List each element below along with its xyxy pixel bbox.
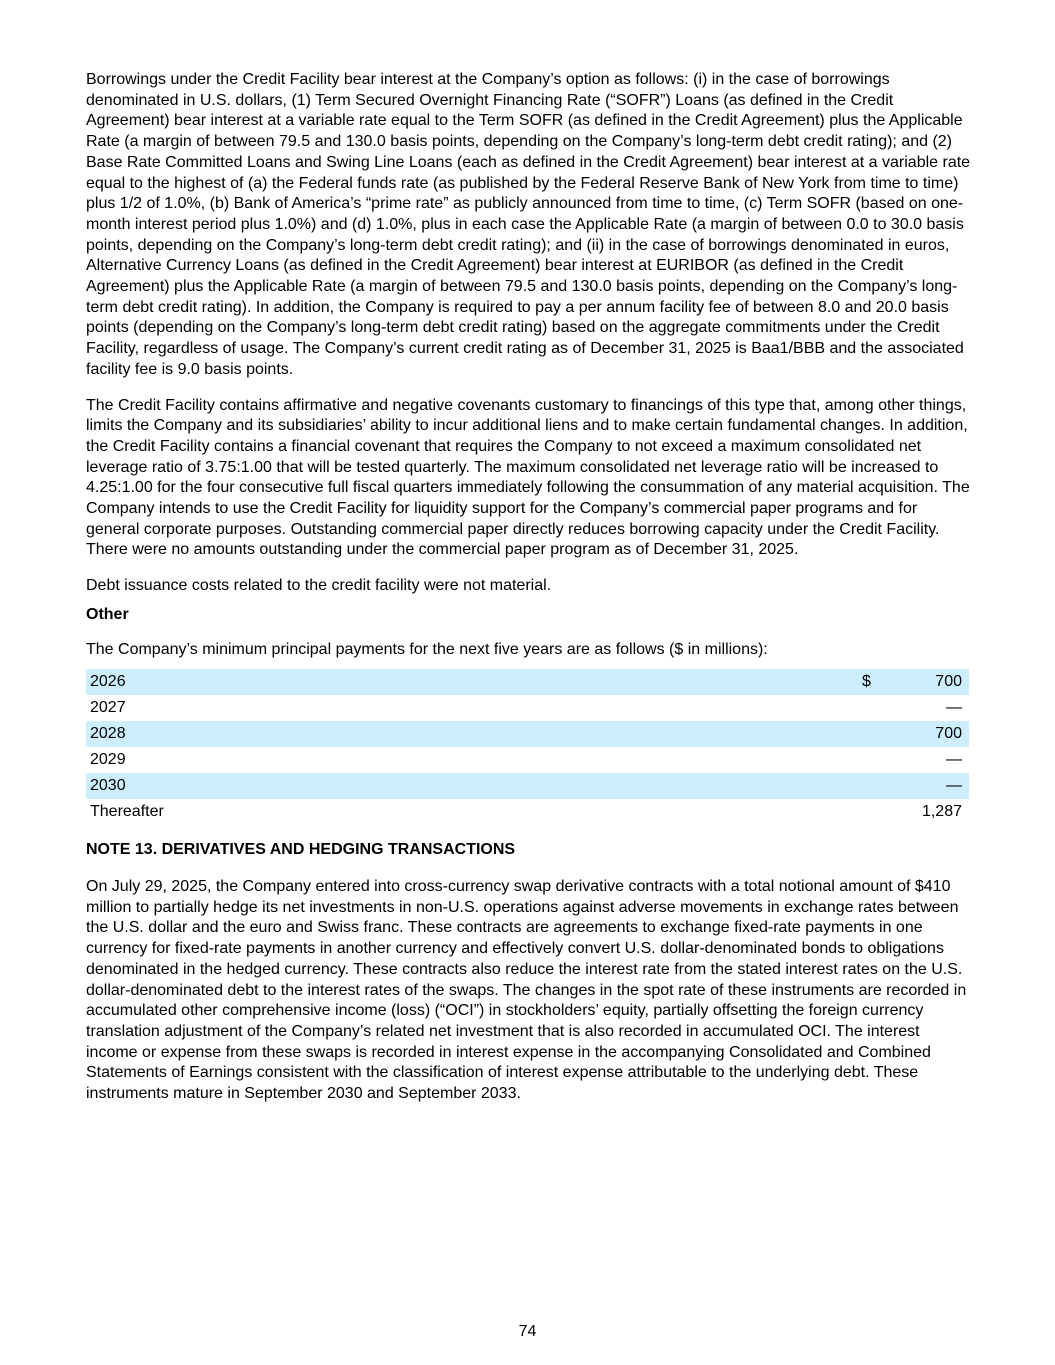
table-row [86, 799, 969, 825]
paragraph-covenants: The Credit Facility contains affirmative and negative covenants customary to financings of this type that, among other things, limits the Company and its subsidiaries’ ability to incur additional liens and to make certain fundamental changes. In addition, the Credit Facility contains a financial covenant that requires the Company to not exceed a maximum consolidated net leverage ratio of 3.75:1.00 that will be tested quarterly. The maximum consolidated net leverage ratio will be increased to 4.25:1.00 for the four consecutive full fiscal quarters immediately following the consummation of any material acquisition. The Company intends to use the Credit Facility for liquidity support for the Company’s commercial paper programs and for general corporate purposes. Outstanding commercial paper directly reduces borrowing capacity under the Credit Facility. There were no amounts outstanding under the commercial paper program as of December 31, 2025. [86, 396, 970, 559]
table-row [86, 747, 969, 773]
table-row [86, 669, 969, 695]
payment-amount: 1,287 [921, 802, 962, 820]
payment-year: 2029 [90, 750, 126, 768]
paragraph-derivatives: On July 29, 2025, the Company entered into cross-currency swap derivative contracts with a total notional amount of $410 million to partially hedge its net investments in non-U.S. operations against adverse movements in exchange rates between the U.S. dollar and the euro and Swiss franc. These contracts are agreements to exchange fixed-rate payments in one currency for fixed-rate payments in another currency and effectively convert U.S. dollar-denominated bonds to obligations denominated in the hedged currency. These contracts also reduce the interest rate from the stated interest rates on the U.S. dollar-denominated debt to the interest rates of the swaps. The changes in the spot rate of these instruments are recorded in accumulated other comprehensive income (loss) (“OCI”) in stockholders’ equity, partially offsetting the foreign currency translation adjustment of the Company’s related net investment that is also recorded in accumulated OCI. The interest income or expense from these swaps is recorded in interest expense in the accompanying Consolidated and Combined Statements of Earnings consistent with the classification of interest expense attributable to the underlying debt. These instruments mature in September 2030 and September 2033. [86, 877, 967, 1103]
payment-year: 2028 [86, 721, 862, 747]
payment-year: 2027 [90, 698, 126, 716]
document-body [86, 70, 972, 1120]
paragraph-payments-intro: The Company’s minimum principal payments for the next five years are as follows ($ in millions): [86, 640, 768, 658]
payment-year: Thereafter [90, 802, 164, 820]
payment-amount: — [892, 773, 969, 799]
paragraph-interest-terms: Borrowings under the Credit Facility bear interest at the Company’s option as follows: (i) in the case of borrowings denominated in U.S. dollars, (1) Term Secured Overnight Financing Rate (“SOFR”) Loans (as defined in the Credit Agreement) bear interest at a variable rate equal to the Term SOFR (as defined in the Credit Agreement) plus the Applicable Rate (a margin of between 79.5 and 130.0 basis points, depending on the Company’s long-term debt credit rating); and (2) Base Rate Committed Loans and Swing Line Loans (each as defined in the Credit Agreement) bear interest at a variable rate equal to the highest of (a) the Federal funds rate (as published by the Federal Reserve Bank of New York from time to time) plus 1/2 of 1.0%, (b) Bank of America’s “prime rate” as publicly announced from time to time, (c) Term SOFR (based on one-month interest period plus 1.0%) and (d) 1.0%, plus in each case the Applicable Rate (a margin of between 0.0 to 30.0 basis points, depending on the Company’s long-term debt credit rating); and (ii) in the case of borrowings denominated in euros, Alternative Currency Loans (as defined in the Credit Agreement) bear interest at EURIBOR (as defined in the Credit Agreement) plus the Applicable Rate (a margin of between 79.5 and 130.0 basis points, depending on the Company’s long-term debt credit rating). In addition, the Company is required to pay a per annum facility fee of between 8.0 and 20.0 basis points (depending on the Company’s long-term debt credit rating) based on the aggregate commitments under the Credit Facility, regardless of usage. The Company’s current credit rating as of December 31, 2025 is Baa1/BBB and the associated facility fee is 9.0 basis points. [86, 71, 971, 378]
table-row [86, 773, 969, 799]
currency-symbol: $ [862, 669, 892, 695]
currency-symbol [862, 747, 892, 773]
currency-symbol [862, 773, 892, 799]
page-number: 74 [518, 1323, 537, 1340]
note-13-heading: NOTE 13. DERIVATIVES AND HEDGING TRANSACTIONS [86, 841, 516, 859]
table-row [86, 695, 969, 721]
payment-amount: 700 [892, 669, 969, 695]
paragraph-debt-issuance: Debt issuance costs related to the credit facility were not material. [86, 577, 552, 595]
table-row [86, 721, 969, 747]
principal-payments-table [86, 669, 969, 825]
currency-symbol [862, 721, 892, 747]
currency-symbol [862, 799, 892, 825]
currency-symbol [862, 695, 892, 721]
payment-amount: 700 [892, 721, 969, 747]
section-heading-other: Other [86, 605, 129, 623]
payment-year: 2026 [86, 669, 862, 695]
payment-year: 2030 [86, 773, 862, 799]
payment-amount: — [946, 750, 962, 768]
payment-amount: — [946, 698, 962, 716]
